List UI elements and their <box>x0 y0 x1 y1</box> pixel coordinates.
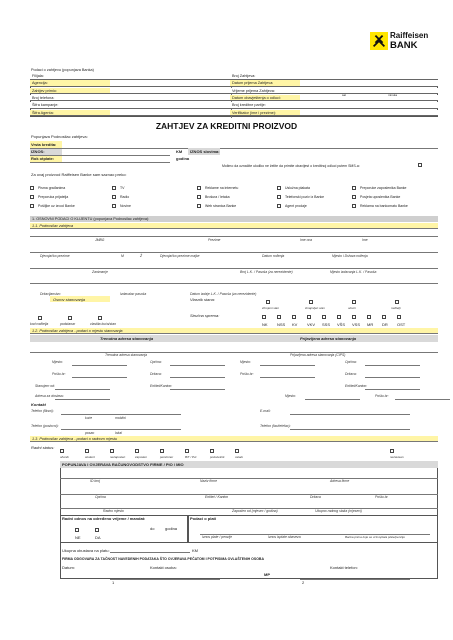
education-checkbox[interactable] <box>337 315 341 319</box>
source-checkbox[interactable] <box>277 186 281 190</box>
housing-option: roditelji <box>391 306 401 310</box>
household-option: kod roditelja <box>30 322 49 326</box>
housing-option: iznajmljen stan <box>305 306 325 310</box>
source-checkbox[interactable] <box>277 195 281 199</box>
work-status-checkbox[interactable] <box>235 449 239 453</box>
header-left-label: Šifra Agenta: <box>32 110 54 115</box>
address-field-input[interactable] <box>305 399 360 400</box>
year-label-2: godina <box>165 526 178 531</box>
no-label: NE <box>75 535 81 540</box>
address-field-input[interactable] <box>170 365 225 366</box>
header-left-label: Agencija: <box>32 81 48 86</box>
address-field-input[interactable] <box>260 377 315 378</box>
source-checkbox[interactable] <box>352 186 356 190</box>
minute-unit: minuta <box>388 93 398 97</box>
employer-field-label: ID broj <box>90 479 100 483</box>
field-label: Mjesto i Država rođenja <box>332 254 368 258</box>
source-checkbox[interactable] <box>352 195 356 199</box>
confirmation-statement: FIRMA ODGOVARA ZA TAČNOST NAVEDENIH PODATAKA ŠTO OVJERAVA PEČATOM I POTPISIMA OVLAŠTENIH OSOBA <box>62 557 264 561</box>
source-checkbox[interactable] <box>197 204 201 208</box>
credit-type-label: Vrsta kredita: <box>31 142 57 147</box>
employer-field-label: Naziv firme <box>200 479 217 483</box>
address-field-input[interactable] <box>395 399 450 400</box>
source-option: Preporuke zaposlenika Banke <box>360 186 407 190</box>
header-right-label: Datum prijema Zahtjeva: <box>232 81 274 86</box>
raiffeisen-logo <box>370 30 440 60</box>
education-checkbox[interactable] <box>397 315 401 319</box>
employer-field-label: Radno mjesto <box>103 509 124 513</box>
household-option: podstanar <box>60 322 76 326</box>
header-right-input[interactable] <box>300 95 438 102</box>
registered-address-sub: Prijavljena adresa stanovanja (CIPS) <box>290 353 346 357</box>
contact-field-label: Telefon (fax/telefax): <box>260 424 291 428</box>
work-status-option: nezaposlen <box>110 455 126 459</box>
work-status-option: BiT / Pvt. <box>185 455 198 459</box>
address-field-input[interactable] <box>72 365 127 366</box>
work-status-option: nezavisan <box>390 455 404 459</box>
sms-note: Molimo da označite ukoliko ne želite da primite obavijest o kreditnoj odluci putem SMS-a: <box>222 164 360 168</box>
address-field-input[interactable] <box>365 377 420 378</box>
source-question: Za ovaj proizvod Raiffeisen Banke sam saznao preko: <box>31 172 127 177</box>
phone-type: lokal <box>115 431 122 435</box>
employer-field-label: Adresa firme <box>330 479 350 483</box>
work-status-checkbox[interactable] <box>85 449 89 453</box>
source-checkbox[interactable] <box>30 186 34 190</box>
source-checkbox[interactable] <box>30 195 34 199</box>
header-right-input[interactable] <box>300 88 438 95</box>
work-status-option: poduzetnik <box>210 455 225 459</box>
header-left-label: Šifra kampanje: <box>32 103 59 108</box>
work-status-checkbox[interactable] <box>135 449 139 453</box>
amount-words-label: IZNOS slovima: <box>190 149 220 154</box>
housing-checkbox[interactable] <box>352 300 356 304</box>
address-field-label: Općina: <box>345 360 357 364</box>
source-checkbox[interactable] <box>112 195 116 199</box>
source-option: Pisma građanima <box>38 186 66 190</box>
contact-person-label: Kontakt osoba: <box>150 565 177 570</box>
address-field-input[interactable] <box>170 389 225 390</box>
phone-type: posao <box>85 431 95 435</box>
work-status-checkbox[interactable] <box>185 449 189 453</box>
employer-field-label: Zaposlen od (mjesec / godina) <box>232 509 278 513</box>
housing-basis-label: Osnov stanovanja <box>53 297 86 302</box>
source-checkbox[interactable] <box>197 186 201 190</box>
work-status-checkbox[interactable] <box>60 449 64 453</box>
source-option: Radio <box>120 195 130 199</box>
education-checkbox[interactable] <box>352 315 356 319</box>
deduction-label: Iznos isplate obaveza <box>268 535 301 539</box>
work-status-option: zaposlen <box>135 455 148 459</box>
housing-checkbox[interactable] <box>309 300 313 304</box>
logo-gable-icon <box>370 32 388 50</box>
education-checkbox[interactable] <box>307 315 311 319</box>
employer-field-label: Ukupno radnog staža (mjeseci) <box>315 509 362 513</box>
currency-label: KM <box>176 149 183 154</box>
header-left-input[interactable] <box>110 80 230 87</box>
education-option: VŠS <box>337 322 346 327</box>
source-option: Reklama na bankomatu Banke <box>360 204 408 208</box>
household-checkbox[interactable] <box>98 316 102 320</box>
pay-amount-label: Iznos plate / penzije <box>202 535 232 539</box>
field-label: JMBG <box>95 238 105 242</box>
field-label: Državljanstvo <box>40 292 61 296</box>
education-checkbox[interactable] <box>382 315 386 319</box>
contact-field-label: E-mail: <box>260 409 271 413</box>
education-option: VKV <box>307 322 316 327</box>
field-label: Zanimanje <box>92 270 108 274</box>
subsection-1-2: 1.2. Podnosilac zahtjeva - podaci o mjestu stanovanja <box>30 328 438 334</box>
source-option: TV <box>120 186 125 190</box>
education-checkbox[interactable] <box>367 315 371 319</box>
source-checkbox[interactable] <box>352 204 356 208</box>
address-field-input[interactable] <box>365 389 420 390</box>
subsection-1-1: 1.1. Podnosilac zahtjeva <box>30 223 438 229</box>
header-right-input[interactable] <box>300 110 438 117</box>
work-status-option: penzioner <box>160 455 174 459</box>
source-option: Pošiljke uz izvod Banke <box>38 204 75 208</box>
housing-checkbox[interactable] <box>266 300 270 304</box>
contact-field-input[interactable] <box>61 429 181 430</box>
temp-yes-checkbox[interactable] <box>95 528 99 532</box>
contact-field-label: Telefon (fiksni): <box>31 409 54 413</box>
work-status-option: uhenik <box>60 455 69 459</box>
sms-optout-checkbox[interactable] <box>418 163 422 167</box>
logo-text-2: BANK <box>390 40 418 51</box>
header-left-input[interactable] <box>110 73 230 80</box>
current-address-head: Trenutna adresa stanovanja <box>100 336 154 341</box>
field-label: Djevojačko prezime <box>40 254 70 258</box>
field-label: Ž <box>140 254 143 258</box>
source-option: Preporuka prijatelja <box>38 195 69 199</box>
contact-field-label: Telefon (poslovni): <box>31 424 59 428</box>
address-field-label: Entitet/Kanton: <box>345 384 368 388</box>
field-label: Datum rođenja <box>262 254 285 258</box>
household-checkbox[interactable] <box>38 316 42 320</box>
registered-address-head: Prijavljena adresa stanovanja <box>300 336 357 341</box>
work-status-checkbox[interactable] <box>110 449 114 453</box>
household-option: vlastita kuća/stan <box>90 322 117 326</box>
signature-1-label: 1 <box>112 580 115 585</box>
address-field-label: Mjesto: <box>285 394 296 398</box>
address-field-label: Općina: <box>150 360 162 364</box>
header-left-label: Filijala: <box>32 74 44 78</box>
work-status-option: ostalo <box>235 455 244 459</box>
phone-type: mobilni <box>115 416 126 420</box>
header-right-label: Verifikator (ime i prezime): <box>232 110 277 115</box>
date-label: Datum: <box>62 565 75 570</box>
education-option: MR <box>367 322 374 327</box>
education-option: SSS <box>322 322 331 327</box>
header-right-label: Datum obavještenja o odluci: <box>232 95 281 100</box>
header-left-input[interactable] <box>110 102 230 109</box>
address-field-input[interactable] <box>55 389 110 390</box>
address-field-input[interactable] <box>260 365 315 366</box>
field-label: Djevojačko prezime majke <box>160 254 200 258</box>
address-field-label: Poštu br: <box>240 372 254 376</box>
field-label: Broj L.K. / Pasoša (za nerezidente) <box>240 270 293 274</box>
term-label: Rok otplate: <box>31 156 55 161</box>
education-option: OST <box>397 322 406 327</box>
field-label: Ime oca <box>300 238 313 242</box>
housing-option: ulovni <box>348 306 356 310</box>
total-deduction-label: Ukupna obustava na platu: <box>62 548 110 553</box>
field-label: Izdavalac pasoša <box>120 292 147 296</box>
address-field-input[interactable] <box>72 377 127 378</box>
source-checkbox[interactable] <box>197 195 201 199</box>
source-checkbox[interactable] <box>30 204 34 208</box>
amount-label: IZNOS: <box>31 149 45 154</box>
work-status-checkbox[interactable] <box>390 449 394 453</box>
header-label: Podaci o zahtjevu (popunjava Banka) <box>31 68 94 72</box>
filled-by-label: Popunjava Podnosilac zahtjeva: <box>31 134 88 139</box>
currency-label-2: KM <box>192 548 198 553</box>
source-option: Agent prodaje <box>285 204 307 208</box>
work-status-checkbox[interactable] <box>160 449 164 453</box>
education-checkbox[interactable] <box>262 315 266 319</box>
source-checkbox[interactable] <box>112 186 116 190</box>
education-option: KV <box>292 322 298 327</box>
header-left-input[interactable] <box>110 95 230 102</box>
address-field-input[interactable] <box>365 365 420 366</box>
source-option: Novine <box>120 204 131 208</box>
work-status-label: Radni status: <box>31 445 55 450</box>
contact-field-input[interactable] <box>61 414 181 415</box>
education-checkbox[interactable] <box>322 315 326 319</box>
education-option: NK <box>262 322 268 327</box>
logo-text-1: Raiffeisen <box>390 31 429 40</box>
subsection-1-3: 1.3. Podnosilac zahtjeva - podaci o radnom mjestu <box>30 436 438 442</box>
employer-section-title: POPUNJAVA I OVJERAVA RAČUNOVODSTVO FIRME / PIO / MIO <box>62 462 184 467</box>
address-field-label: Država: <box>150 372 162 376</box>
employer-field-label: Poštu br. <box>375 495 389 499</box>
header-right-label: Broj kreditne partije: <box>232 103 266 108</box>
employer-field-label: Država <box>310 495 321 499</box>
source-checkbox[interactable] <box>277 204 281 208</box>
contact-field-input[interactable] <box>290 414 410 415</box>
employer-field-label: Općina <box>95 495 106 499</box>
phone-type: kuće <box>85 416 93 420</box>
address-field-label: Država: <box>345 372 357 376</box>
address-field-label: Poštu br: <box>52 372 66 376</box>
stamp-label: MP <box>264 572 270 577</box>
header-right-label: Broj Zahtjeva: <box>232 74 256 78</box>
pay-data-label: Podaci o plati <box>190 516 217 521</box>
employer-row-line <box>60 478 438 479</box>
address-field-label: Mjesto: <box>52 360 63 364</box>
years-label: godina <box>176 156 190 161</box>
source-option: Uslužna plakata <box>285 186 310 190</box>
education-option: NSS <box>277 322 286 327</box>
header-right-input[interactable] <box>300 102 438 109</box>
education-option: VSS <box>352 322 361 327</box>
address-field-input[interactable] <box>55 399 110 400</box>
work-status-option: student <box>85 455 95 459</box>
contact-field-input[interactable] <box>290 429 410 430</box>
until-label: do <box>150 526 155 531</box>
household-checkbox[interactable] <box>68 316 72 320</box>
address-field-label: Entitet/Kanton: <box>150 384 173 388</box>
hour-unit: sat <box>342 93 347 97</box>
source-option: Brošura / letaka <box>205 195 230 199</box>
header-left-input[interactable] <box>110 88 230 95</box>
source-option: Web stranica Banke <box>205 204 237 208</box>
section-1-header: 1. OSNOVNI PODACI O KLIJENTU (popunjava Podnosilac zahtjeva): <box>30 216 438 222</box>
source-option: Telefonski poziv iz Banke <box>285 195 325 199</box>
header-left-label: Broj telefona: <box>32 95 55 100</box>
source-option: Reklame na internetu <box>205 186 239 190</box>
header-right-input[interactable] <box>300 80 438 87</box>
address-field-input[interactable] <box>170 377 225 378</box>
current-address-sub: Trenutna adresa stanovanja <box>105 353 147 357</box>
header-left-input[interactable] <box>110 110 230 117</box>
paying-bank-label: Banka prima koje se vrši isplata plate/penzije <box>345 535 405 539</box>
header-right-input[interactable] <box>300 73 438 80</box>
education-checkbox[interactable] <box>292 315 296 319</box>
education-label: Stručna sprema: <box>190 313 220 318</box>
form-title: ZAHTJEV ZA KREDITNI PROIZVOD <box>155 121 298 131</box>
employer-field-label: Entitet / Kanton <box>205 495 229 499</box>
education-option: DR <box>382 322 388 327</box>
address-field-label: Mjesto: <box>240 360 251 364</box>
signature-2-label: 2 <box>302 580 305 585</box>
employment-label: Radni odnos na određeno vrijeme / mandat: <box>62 516 146 521</box>
header-left-label: Zahtjev primio: <box>32 88 57 93</box>
housing-option: zbrojeni stan <box>262 306 280 310</box>
temp-no-checkbox[interactable] <box>75 528 79 532</box>
source-checkbox[interactable] <box>112 204 116 208</box>
address-field-label: Stanujem od: <box>35 384 55 388</box>
header-right-label: Vrijeme prijema Zahtjeva: <box>232 88 275 93</box>
field-label: Ime <box>362 238 368 242</box>
education-checkbox[interactable] <box>277 315 281 319</box>
field-label: Mjesto izdavanja L.K. / Pasoša <box>330 270 377 274</box>
address-field-label: Poštu br: <box>375 394 389 398</box>
yes-label: DA <box>95 535 101 540</box>
housing-checkbox[interactable] <box>395 300 399 304</box>
field-label: M <box>121 254 124 258</box>
source-option: Posjeta uposlenika Banke <box>360 195 401 199</box>
contact-label: Kontakt <box>31 402 46 407</box>
field-label: Prezime <box>208 238 221 242</box>
contact-phone-label: Kontakt telefon: <box>330 565 358 570</box>
field-label: Datum izdaje L.K. / Pasoša (za nerezidente) <box>190 292 257 296</box>
owner-label: Vlasnik stana: <box>190 297 215 302</box>
address-field-label: Adresa za dostavu: <box>35 394 65 398</box>
work-status-checkbox[interactable] <box>210 449 214 453</box>
